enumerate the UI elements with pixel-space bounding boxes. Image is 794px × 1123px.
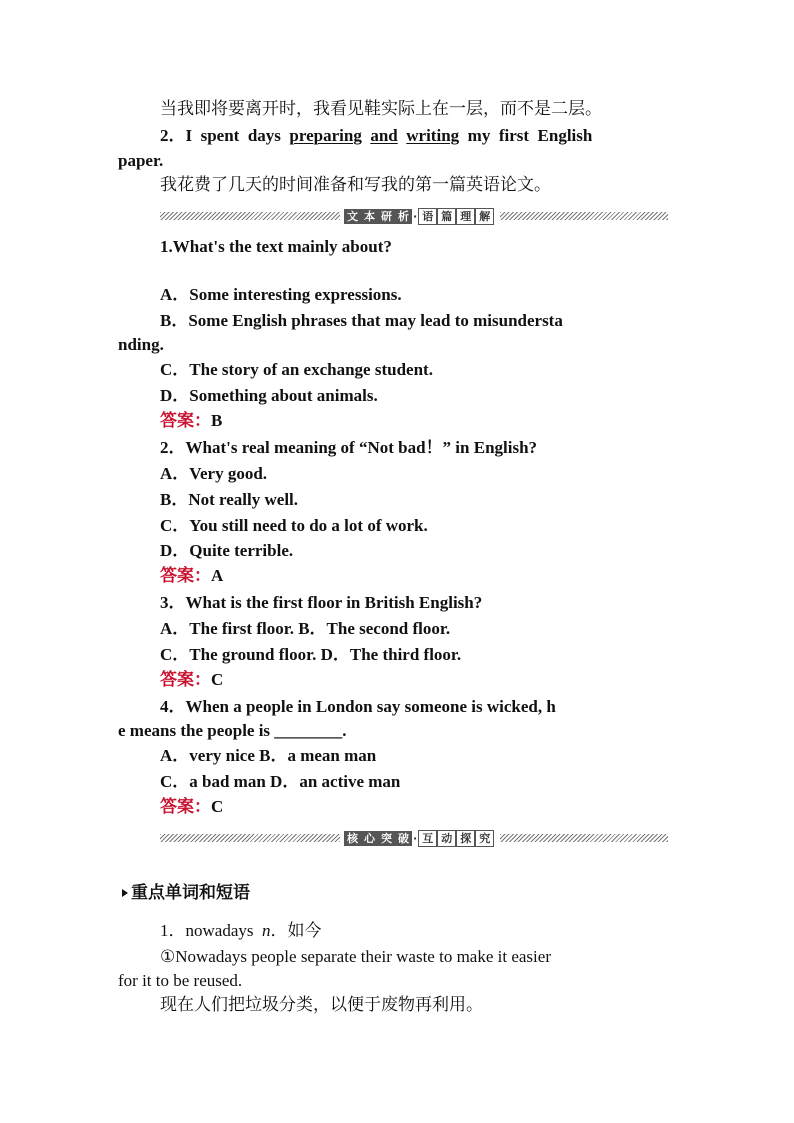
question-2: 2．What's real meaning of “Not bad！” in English? xyxy=(160,438,538,457)
badge-char: 文 xyxy=(344,209,361,224)
badge-char: 本 xyxy=(361,209,378,224)
underlined-word: and xyxy=(370,126,398,145)
section-badge xyxy=(344,830,494,847)
answer-value: C xyxy=(211,797,224,816)
answer-label: 答案： xyxy=(160,411,211,431)
question-4: 4．When a people in London say someone is wicked, h xyxy=(160,697,556,716)
badge-char: 互 xyxy=(418,830,437,847)
underlined-word: preparing xyxy=(289,126,362,145)
translation-line-2: 我花费了几天的时间准备和写我的第一篇英语论文。 xyxy=(160,175,551,195)
badge-char: 理 xyxy=(456,208,475,225)
badge-char: 破 xyxy=(395,831,412,846)
badge-char: 解 xyxy=(475,208,494,225)
badge-char: 核 xyxy=(344,831,361,846)
answer-value: B xyxy=(211,411,223,430)
vocab-definition: ．如今 xyxy=(270,921,322,941)
answer-value: A xyxy=(211,566,224,585)
vocab-example-1-continued: for it to be reused. xyxy=(118,971,243,990)
q1-option-b-continued: nding. xyxy=(118,335,164,354)
q3-answer xyxy=(160,669,223,691)
example-sentence-2 xyxy=(160,125,592,147)
spacer-text xyxy=(398,126,407,145)
question-1: 1.What's the text mainly about? xyxy=(160,237,392,256)
section-divider-text-analysis xyxy=(160,208,668,226)
example-sentence-2-continued: paper. xyxy=(118,151,164,170)
question-3: 3．What is the first floor in British English? xyxy=(160,593,483,612)
q2-option-b: B．Not really well. xyxy=(160,490,299,509)
badge-char: 动 xyxy=(437,830,456,847)
underlined-word: writing xyxy=(406,126,460,145)
q1-option-d: D．Something about animals. xyxy=(160,386,378,405)
answer-label: 答案： xyxy=(160,670,211,690)
badge-char: 篇 xyxy=(437,208,456,225)
vocab-example-translation: 现在人们把垃圾分类，以便于废物再利用。 xyxy=(160,995,483,1015)
answer-label: 答案： xyxy=(160,566,211,586)
q3-options-cd: C．The ground floor. D．The third floor. xyxy=(160,645,462,664)
q4-options-cd: C．a bad man D．an active man xyxy=(160,772,401,791)
q4-answer xyxy=(160,796,223,818)
answer-value: C xyxy=(211,670,224,689)
vocab-example-1: ①Nowadays people separate their waste to make it easier xyxy=(160,947,551,966)
section-badge xyxy=(344,208,494,225)
q1-option-c: C．The story of an exchange student. xyxy=(160,360,433,379)
badge-char: 究 xyxy=(475,830,494,847)
vocab-item-1 xyxy=(160,920,321,942)
q2-option-d: D．Quite terrible. xyxy=(160,541,294,560)
answer-label: 答案： xyxy=(160,797,211,817)
q2-option-a: A．Very good. xyxy=(160,464,268,483)
badge-char: 突 xyxy=(378,831,395,846)
badge-char: 研 xyxy=(378,209,395,224)
triangle-bullet-icon xyxy=(122,889,128,897)
q2-answer xyxy=(160,565,223,587)
example-text: 2．I spent days xyxy=(160,126,290,145)
hatch-right xyxy=(500,212,668,220)
vocab-word: 1．nowadays xyxy=(160,921,262,940)
q1-option-a: A．Some interesting expressions. xyxy=(160,285,402,304)
hatch-left xyxy=(160,834,340,842)
section-heading xyxy=(122,882,250,904)
q4-options-ab: A．very nice B．a mean man xyxy=(160,746,377,765)
heading-text: 重点单词和短语 xyxy=(131,883,250,903)
hatch-left xyxy=(160,212,340,220)
q2-option-c: C．You still need to do a lot of work. xyxy=(160,516,428,535)
badge-char: 心 xyxy=(361,831,378,846)
example-text: my first English xyxy=(459,126,593,145)
badge-char: 语 xyxy=(418,208,437,225)
part-of-speech: n xyxy=(261,921,271,940)
q3-options-ab: A．The first floor. B．The second floor. xyxy=(160,619,451,638)
badge-dot: · xyxy=(413,210,418,223)
hatch-right xyxy=(500,834,668,842)
q1-option-b: B．Some English phrases that may lead to misundersta xyxy=(160,311,563,330)
badge-char: 析 xyxy=(395,209,412,224)
q1-answer xyxy=(160,410,222,432)
translation-line-1: 当我即将要离开时，我看见鞋实际上在一层，而不是二层。 xyxy=(160,99,602,119)
section-divider-core xyxy=(160,830,668,848)
badge-char: 探 xyxy=(456,830,475,847)
question-4-continued: e means the people is ________. xyxy=(118,721,347,740)
badge-dot: · xyxy=(413,832,418,845)
